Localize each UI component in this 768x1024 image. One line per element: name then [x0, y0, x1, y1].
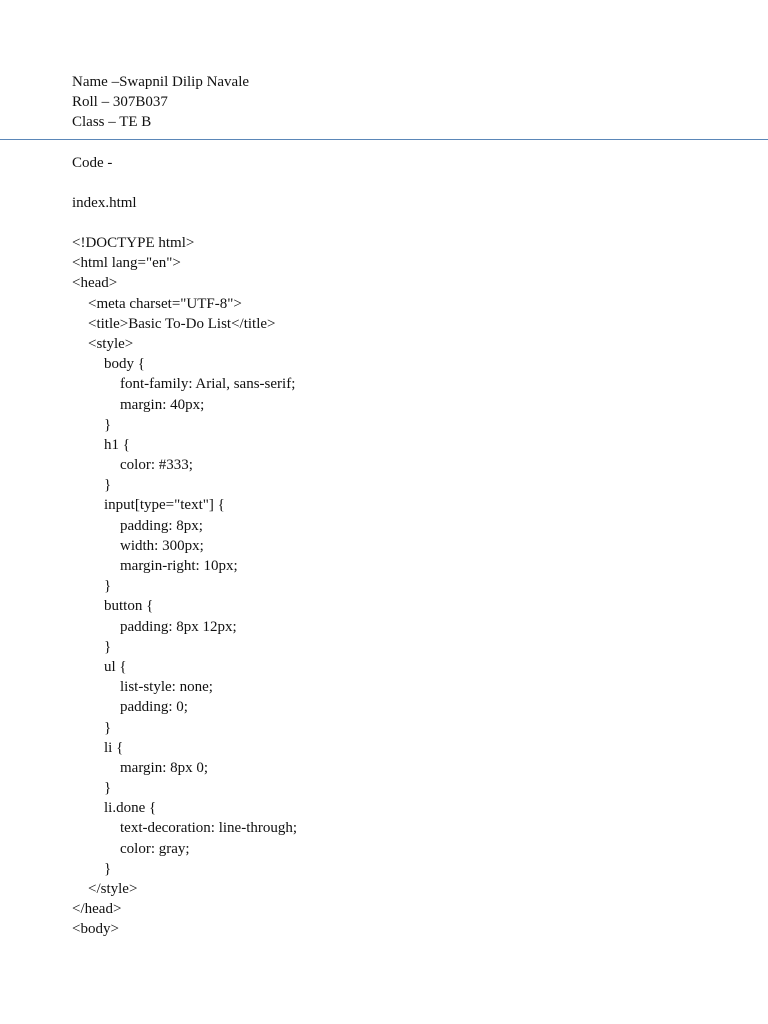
student-name: Name –Swapnil Dilip Navale [72, 74, 250, 90]
code-line: margin: 8px 0; [120, 759, 209, 776]
code-line: } [104, 719, 112, 736]
code-line: } [104, 780, 112, 797]
code-line: } [104, 477, 112, 494]
file-name: index.html [72, 195, 137, 211]
code-label: Code - [72, 155, 113, 171]
code-line: li.done { [104, 800, 157, 817]
code-listing [72, 233, 297, 940]
code-line: padding: 0; [120, 699, 188, 716]
code-line: color: #333; [120, 457, 193, 474]
code-line: width: 300px; [120, 537, 204, 554]
code-line: input[type="text"] { [104, 497, 225, 514]
header-divider [0, 139, 768, 140]
code-line: button { [104, 598, 154, 615]
code-line: } [104, 416, 112, 433]
code-line: padding: 8px 12px; [120, 618, 237, 635]
code-line: margin: 40px; [120, 396, 205, 413]
code-line: li { [104, 739, 124, 756]
code-line: padding: 8px; [120, 517, 203, 534]
student-roll: Roll – 307B037 [72, 94, 168, 111]
code-line: <head> [72, 275, 118, 292]
student-info [72, 72, 249, 133]
code-line: <!DOCTYPE html> [72, 235, 195, 251]
code-line: body { [104, 356, 145, 373]
code-line: list-style: none; [120, 679, 213, 696]
code-line: <html lang="en"> [72, 255, 181, 272]
code-line: } [104, 638, 112, 655]
code-line: margin-right: 10px; [120, 558, 238, 574]
code-line: <title>Basic To-Do List</title> [88, 315, 276, 332]
code-line: <body> [72, 921, 119, 938]
code-line: <meta charset="UTF-8"> [88, 295, 242, 312]
code-line: text-decoration: line-through; [120, 820, 298, 837]
student-class: Class – TE B [72, 114, 152, 131]
code-line: </style> [88, 881, 138, 897]
code-line: <style> [88, 335, 134, 352]
code-line: font-family: Arial, sans-serif; [120, 376, 296, 393]
code-line: ul { [104, 658, 127, 675]
code-line: color: gray; [120, 840, 190, 857]
code-line: } [104, 578, 112, 595]
code-line: h1 { [104, 436, 130, 453]
code-line: </head> [72, 901, 122, 918]
code-line: } [104, 860, 112, 877]
